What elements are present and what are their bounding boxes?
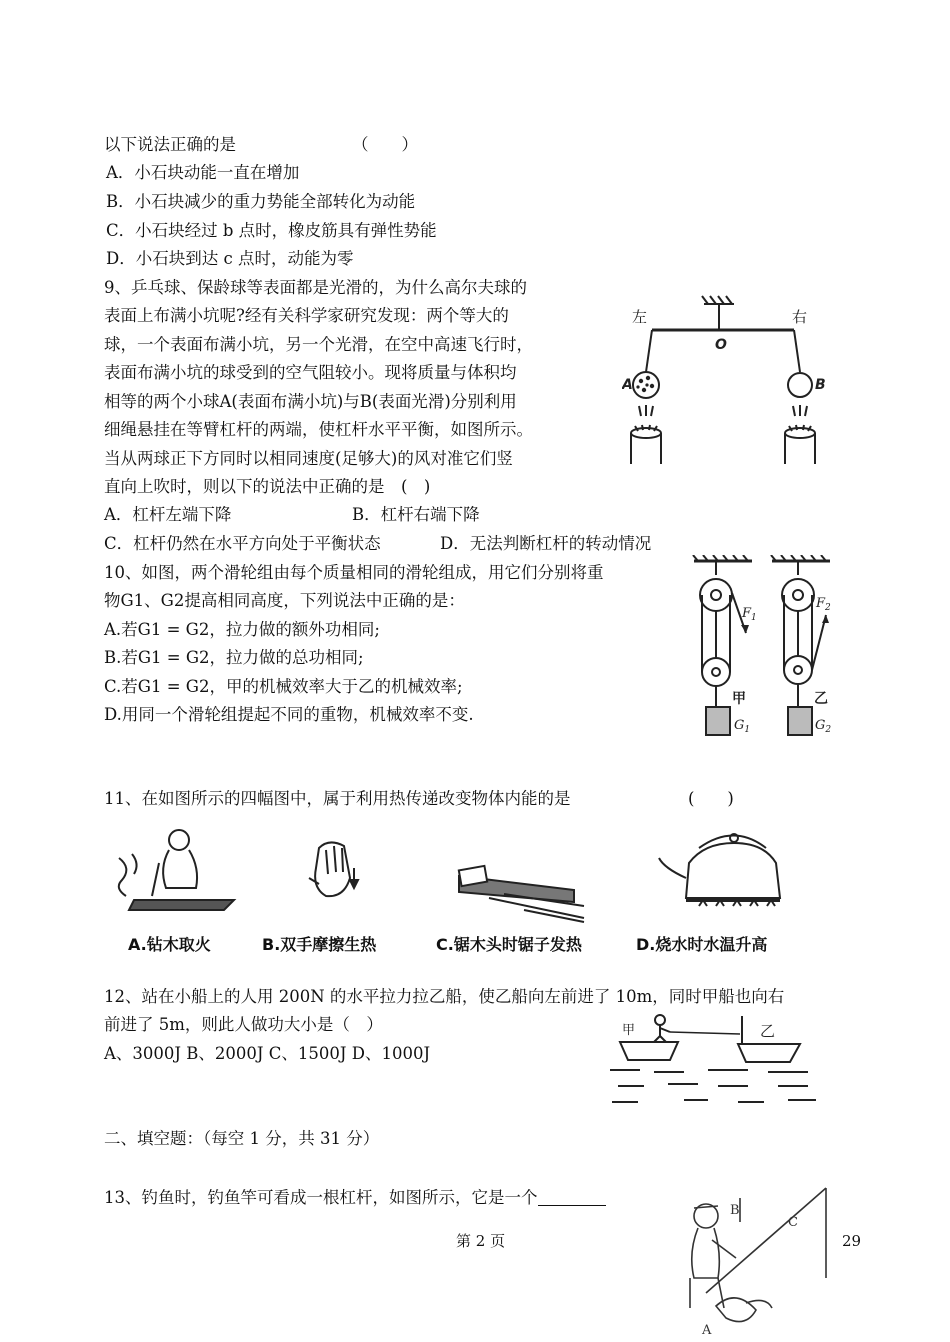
boat-jia — [620, 1042, 678, 1060]
q9-line: 相等的两个小球A(表面布满小坑)与B(表面光滑)分别利用 — [104, 392, 517, 411]
fishing-rod — [706, 1188, 826, 1293]
lever-right-label: 右 — [792, 308, 808, 326]
q13-stem: 13、钓鱼时，钓鱼竿可看成一根杠杆，如图所示，它是一个 — [104, 1187, 606, 1209]
q9-line: 当从两球正下方同时以相同速度(足够大)的风对准它们竖 — [104, 449, 513, 468]
fishing-figure — [676, 1178, 836, 1338]
q11-answer-paren: ( ) — [688, 789, 734, 808]
q11-stem: 11、在如图所示的四幅图中，属于利用热传递改变物体内能的是 — [104, 789, 571, 808]
caption-c: C.锯木头时锯子发热 — [436, 935, 582, 954]
force-f2-label: $F_2$ — [816, 596, 831, 613]
sawing-wood-picture — [459, 866, 584, 922]
point-c-label: C — [788, 1215, 798, 1230]
q10-option-c: C.若G1 = G2，甲的机械效率大于乙的机械效率; — [104, 677, 463, 696]
weight-g2-label: $G_2$ — [815, 718, 832, 735]
kettle-picture — [659, 834, 780, 906]
jia-label: 甲 — [732, 691, 746, 707]
q11-pictures — [104, 818, 804, 936]
q9-line: 细绳悬挂在等臂杠杆的两端，使杠杆水平平衡，如图所示。 — [104, 420, 533, 439]
section-heading: 二、填空题：（每空 1 分，共 31 分） — [104, 1129, 380, 1148]
ball-b — [788, 373, 812, 397]
page-number: 29 — [842, 1232, 862, 1250]
q8-answer-paren: （ ） — [352, 135, 418, 154]
caption-a: A.钻木取火 — [128, 935, 211, 954]
rope — [670, 1032, 740, 1034]
caption-b: B.双手摩擦生热 — [262, 935, 377, 954]
pulley-figure — [692, 555, 842, 740]
q8-option-c: C．小石块经过 b 点时，橡皮筋具有弹性势能 — [106, 221, 437, 240]
q9-option-b: B．杠杆右端下降 — [352, 505, 480, 524]
answer-blank[interactable] — [538, 1189, 606, 1206]
q9-line: 球，一个表面布满小坑，另一个光滑，在空中高速飞行时， — [104, 335, 533, 354]
point-b-label: B — [730, 1203, 740, 1218]
rubbing-hands-picture — [309, 842, 358, 896]
lever-left-label: 左 — [632, 308, 648, 326]
q8-stem: 以下说法正确的是 — [104, 135, 236, 154]
ball-b-label: B — [815, 377, 826, 393]
page-footer: 第 2 页 — [456, 1232, 506, 1250]
q8-option-d: D．小石块到达 c 点时，动能为零 — [106, 249, 354, 268]
yi-label: 乙 — [814, 691, 828, 707]
q12-line: 前进了 5m，则此人做功大小是（ ） — [104, 1015, 383, 1034]
q9-line: 9、乒乓球、保龄球等表面都是光滑的，为什么高尔夫球的 — [104, 278, 527, 297]
q10-option-d: D.用同一个滑轮组提起不同的重物，机械效率不变. — [104, 705, 474, 724]
q9-option-c: C．杠杆仍然在水平方向处于平衡状态 — [104, 534, 381, 553]
q9-line: 表面上布满小坑呢?经有关科学家研究发现：两个等大的 — [104, 306, 509, 325]
person — [655, 1015, 665, 1025]
q8-option-b: B．小石块减少的重力势能全部转化为动能 — [106, 192, 416, 211]
boat-yi-label: 乙 — [760, 1022, 776, 1040]
lever-figure — [622, 292, 838, 467]
q10-option-b: B.若G1 = G2，拉力做的总功相同; — [104, 648, 364, 667]
q12-line: 12、站在小船上的人用 200N 的水平拉力拉乙船，使乙船向左前进了 10m，同时甲船也向右 — [104, 987, 785, 1006]
force-f1-label: $F_1$ — [742, 606, 757, 623]
pivot-label: O — [715, 337, 727, 353]
q9-option-a: A．杠杆左端下降 — [104, 505, 232, 524]
q12-options: A、3000J B、2000J C、1500J D、1000J — [104, 1044, 431, 1063]
caption-d: D.烧水时水温升高 — [636, 935, 768, 954]
weight-g1-label: $G_1$ — [734, 718, 751, 735]
boat-yi — [738, 1044, 800, 1062]
q9-line: 直向上吹时，则以下的说法中正确的是 ( ) — [104, 477, 431, 496]
q10-line: 10、如图，两个滑轮组由每个质量相同的滑轮组成，用它们分别将重 — [104, 563, 604, 582]
boat-jia-label: 甲 — [622, 1023, 636, 1038]
point-a-label: A — [702, 1323, 712, 1338]
q9-line: 表面布满小坑的球受到的空气阻较小。现将质量与体积均 — [104, 363, 517, 382]
q9-option-d: D．无法判断杠杆的转动情况 — [440, 534, 652, 553]
q10-line: 物G1、G2提高相同高度，下列说法中正确的是： — [104, 591, 465, 610]
q8-option-a: A．小石块动能一直在增加 — [106, 163, 300, 182]
ball-a-label: A — [622, 377, 633, 393]
boats-figure — [608, 1012, 820, 1112]
q10-option-a: A.若G1 = G2，拉力做的额外功相同; — [104, 620, 380, 639]
drill-fire-picture — [119, 830, 234, 910]
